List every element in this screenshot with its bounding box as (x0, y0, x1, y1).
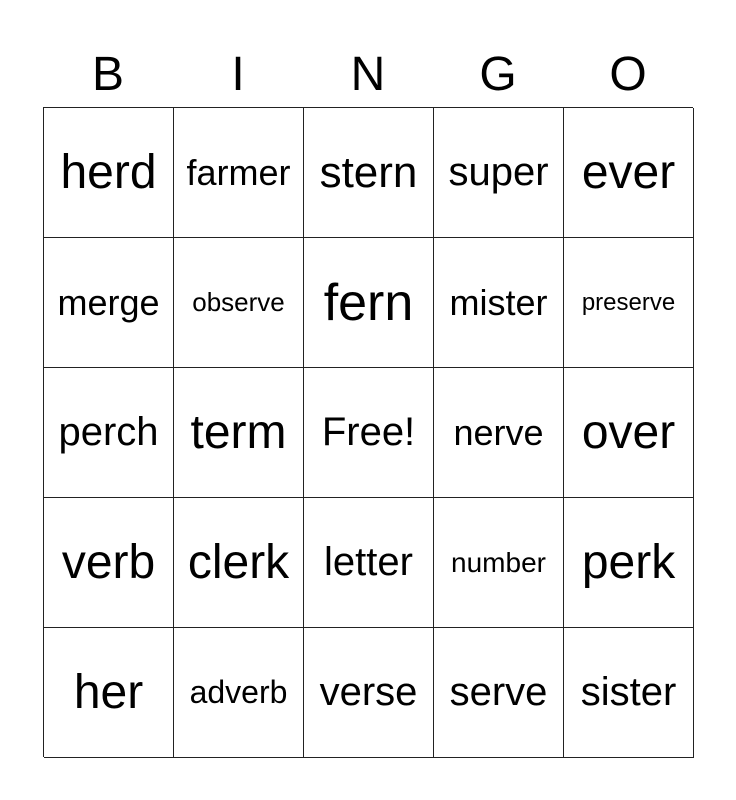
bingo-cell: preserve (564, 238, 694, 368)
bingo-cell: letter (304, 498, 434, 628)
bingo-cell: clerk (174, 498, 304, 628)
bingo-cell: stern (304, 108, 434, 238)
header-letter-n: N (350, 48, 386, 101)
bingo-cell: serve (434, 628, 564, 758)
bingo-cell: over (564, 368, 694, 498)
header-letter-b: B (91, 48, 124, 101)
bingo-cell: herd (44, 108, 174, 238)
bingo-cell: observe (174, 238, 304, 368)
bingo-cell: mister (434, 238, 564, 368)
bingo-cell: perch (44, 368, 174, 498)
bingo-cell: verse (304, 628, 434, 758)
bingo-cell: ever (564, 108, 694, 238)
header-letter-i: I (231, 48, 245, 101)
header-letter-g: G (479, 48, 517, 101)
bingo-cell: adverb (174, 628, 304, 758)
bingo-cell: nerve (434, 368, 564, 498)
bingo-cell: super (434, 108, 564, 238)
header-letter-o: O (609, 48, 647, 101)
bingo-cell: verb (44, 498, 174, 628)
free-space-cell: Free! (304, 368, 434, 498)
bingo-cell: her (44, 628, 174, 758)
bingo-cell: fern (304, 238, 434, 368)
bingo-cell: farmer (174, 108, 304, 238)
bingo-cell: sister (564, 628, 694, 758)
bingo-cell: number (434, 498, 564, 628)
bingo-card-grid (43, 107, 693, 757)
bingo-header (43, 44, 693, 106)
bingo-cell: perk (564, 498, 694, 628)
bingo-cell: term (174, 368, 304, 498)
bingo-cell: merge (44, 238, 174, 368)
